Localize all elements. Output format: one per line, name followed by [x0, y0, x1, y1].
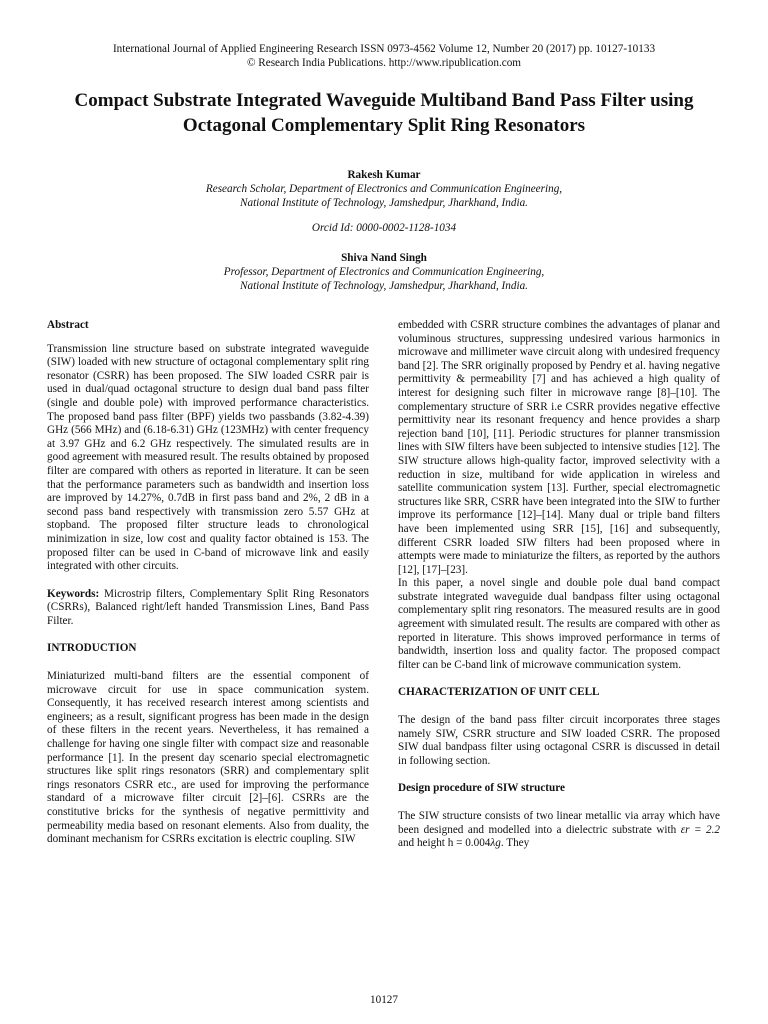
- keywords-label: Keywords:: [47, 587, 100, 600]
- paper-title-line2: Octagonal Complementary Split Ring Resonators: [182, 115, 586, 136]
- paper-title-line1: Compact Substrate Integrated Waveguide Multiband Band Pass Filter using: [74, 90, 694, 111]
- design-text-c: . They: [500, 837, 530, 850]
- author-block-1: [90, 168, 678, 210]
- keywords: [47, 588, 369, 629]
- abstract-heading: Abstract: [47, 319, 89, 331]
- design-heading: Design procedure of SIW structure: [398, 782, 565, 795]
- introduction-paragraph-2: embedded with CSRR structure combines the advantages of planar and voluminous structures, suppressing undesired various harmonics in microwave and millimeter wave circuit along with undesired frequency band [2]. The SRR originally proposed by Pendry et al. having negative permittivity & permeability [7] and has achieved a high quality of interest for designing such filter in microwave range [8]–[10]. The complementary structure of SRR i.e CSRR provides negative effective permittivity near its resonant frequency and hence provides a sharp rejection band [10], [11]. Periodic structures for planner transmission lines with SIW filters have been subjected to intensive studies [12]. The SIW structure allows high-quality factor, improved selectivity with a reduction in size, multiband for wide application in wireless and satellite communication system [13]. Further, special electromagnetic structures like SRR, CSRR have been integrated into the SIW to further improve its performance [12]–[14]. Many dual or triple band filters have been implemented using SRR [15], [16] and subsequently, different CSRR loaded SIW filters had been proposed where in attempts were made to miniaturize the filters, as reported by the authors [12], [17]–[23].: [398, 319, 720, 576]
- author-affiliation: National Institute of Technology, Jamshedpur, Jharkhand, India.: [240, 280, 528, 292]
- author-block-2: [90, 251, 678, 293]
- journal-header-line1: International Journal of Applied Engineering Research ISSN 0973-4562 Volume 12, Number 20 (2017) pp. 10127-10133: [112, 43, 656, 55]
- design-text-b: and height h = 0.004: [398, 837, 491, 850]
- author-name: Shiva Nand Singh: [341, 252, 427, 264]
- journal-header: [0, 42, 768, 70]
- paper-title: [30, 88, 738, 138]
- characterization-heading: CHARACTERIZATION OF UNIT CELL: [398, 686, 600, 699]
- design-text: [398, 810, 720, 851]
- introduction-paragraph-3: In this paper, a novel single and double pole dual band compact substrate integrated waveguide dual bandpass filter using octagonal complementary split ring resonators. The measured results are in good agreement with simulated result. The results are compared with other as reported in literature. This shows improved performance in terms of bandwidth, insertion loss and quality factor. The proposed compact filter can be C-band link of microwave communication system.: [398, 577, 720, 671]
- introduction-paragraph-1: Miniaturized multi-band filters are the essential component of microwave circuit for use in space communication system. Consequently, it has received research interest among scientists and engineers; as a result, significant progress has been made in the design of these filters in the recent years. Nevertheless, it has remained a challenge for having one single filter with compact size and reasonable performance [1]. In the present day scenario special electromagnetic structures like split rings resonators (SRR) and complementary split rings resonators CSRR etc., are used for improving the performance standard of a microwave filter circuit [2]–[6]. CSRRs are the constitutive bricks for the synthesis of negative permittivity and permeability media based on resonant elements. Also from duality, the dominant mechanism for CSRRs excitation is electric coupling. SIW: [47, 670, 369, 846]
- journal-header-line2: © Research India Publications. http://www.ripublication.com: [246, 57, 522, 69]
- epsilon-expression: εr = 2.2: [680, 823, 721, 836]
- lambda-symbol: λg: [490, 837, 501, 850]
- keywords-text: Microstrip filters, Complementary Split Ring Resonators (CSRRs), Balanced right/left handed Transmission Lines, Band Pass Filter.: [47, 587, 369, 627]
- page-number: 10127: [370, 994, 398, 1006]
- author-name: Rakesh Kumar: [347, 169, 421, 181]
- abstract-text: Transmission line structure based on substrate integrated waveguide (SIW) loaded with new structure of octagonal complementary split ring resonator (CSRR) has been proposed. The SIW loaded CSRR pair is used in dual/quad octagonal structure to design dual band pass filter (single and double pole) with improved performance characteristics. The proposed band pass filter (BPF) yields two passbands (3.82-4.39) GHz (566 MHz) and (6.18-6.31) GHz (123MHz) with center frequency at 3.97 GHz and 6.2 GHz respectively. The simulated results are in good agreement with measured result. The results obtained by proposed filter are compared with others as reported in literature. It can be seen that the performance parameters such as bandwidth and insertion loss are improved by 14.27%, 0.7dB in first pass band and 2%, 2 dB in a second pass band respectively with transmission zero 5.57 GHz at stopband. The proposed filter structure leads to chronological minimization in size, low cost and quality factor obtained is 153. The proposed filter can be used in C-band of microwave link and easily integrated with other circuits.: [47, 342, 369, 573]
- author-affiliation: Professor, Department of Electronics and Communication Engineering,: [223, 266, 545, 278]
- left-column: [47, 319, 369, 847]
- characterization-text: The design of the band pass filter circuit incorporates three stages namely SIW, CSRR structure and SIW loaded CSRR. The proposed SIW dual bandpass filter using octagonal CSRR is discussed in detail in following section.: [398, 714, 720, 767]
- orcid-id: Orcid Id: 0000-0002-1128-1034: [311, 222, 457, 234]
- design-text-a: The SIW structure consists of two linear metallic via array which have been designed and modelled into a dielectric substrate with: [398, 810, 720, 836]
- right-column: [398, 319, 720, 851]
- author-affiliation: National Institute of Technology, Jamshedpur, Jharkhand, India.: [240, 197, 528, 209]
- introduction-heading: INTRODUCTION: [47, 642, 137, 655]
- author-affiliation: Research Scholar, Department of Electronics and Communication Engineering,: [205, 183, 563, 195]
